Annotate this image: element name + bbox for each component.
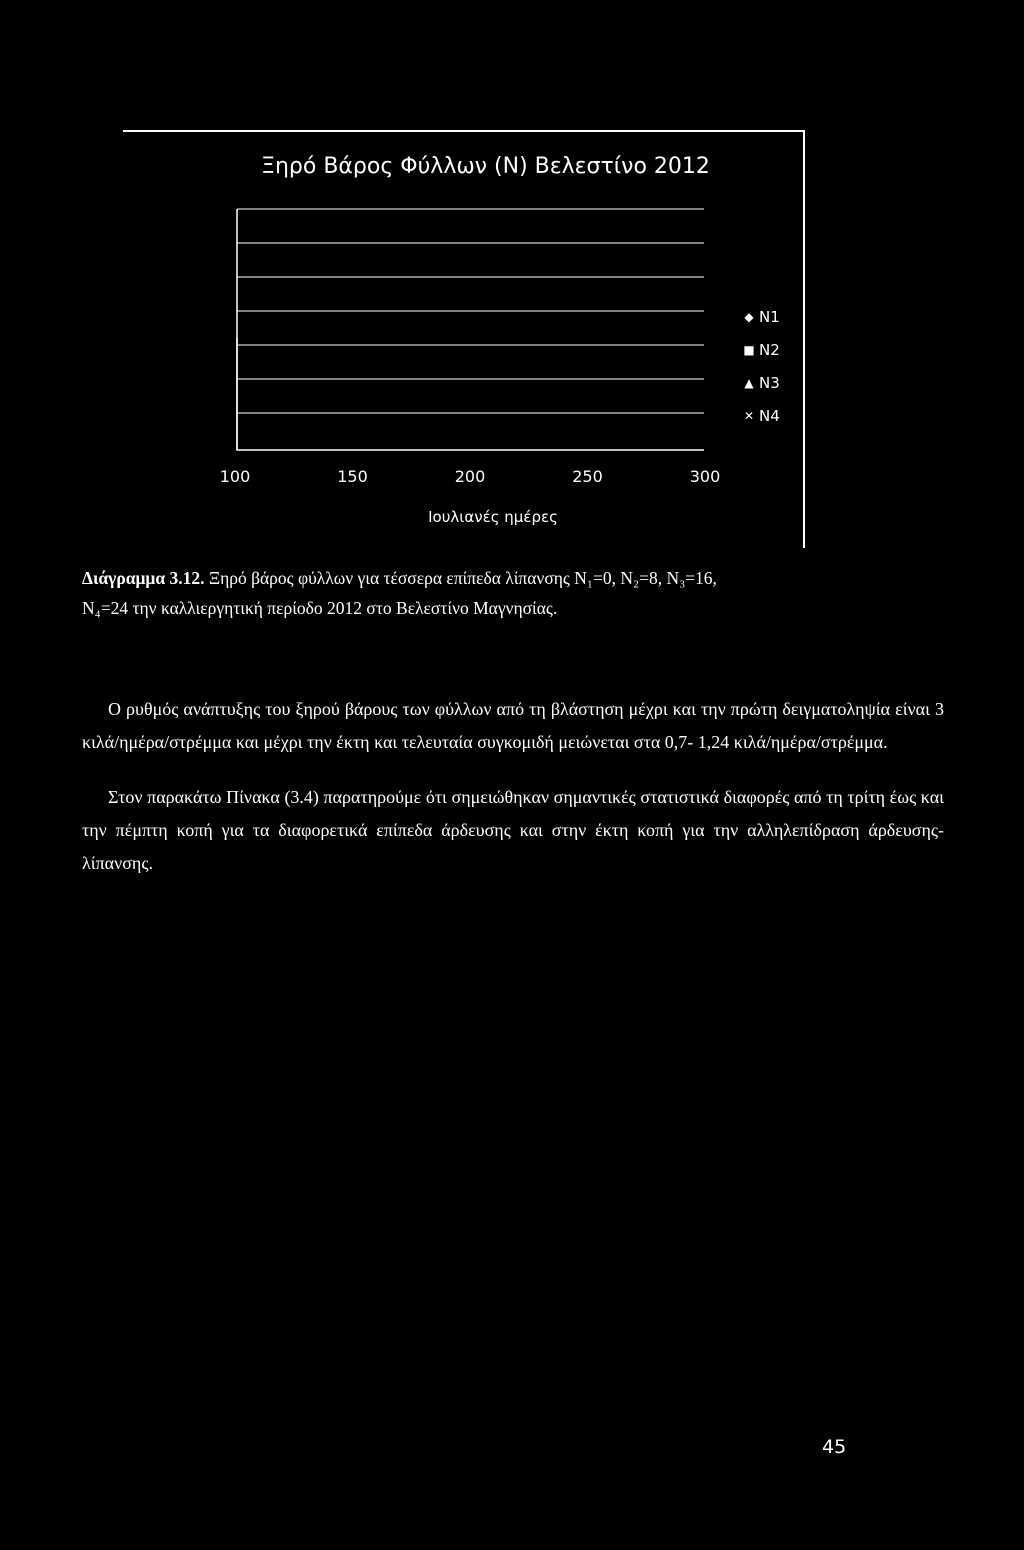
legend-label: N3 [759,373,780,392]
x-axis-label: Ιουλιανές ημέρες [428,508,558,526]
x-tick-label: 100 [219,467,251,486]
caption-label: Διάγραμμα 3.12. [82,568,205,588]
paragraph-1: Ο ρυθμός ανάπτυξης του ξηρού βάρους των φύλλων από τη βλάστηση μέχρι και την πρώτη δειγματοληψία είναι 3 κιλά/ημέρα/στρέμμα και μέχρι την έκτη και τελευταία συγκομιδή μειώνεται στα 0,7- 1,24 κιλά/ημέρα/στρέμμα. [82,699,944,752]
page-number: 45 [822,1436,847,1458]
legend-label: N1 [759,307,780,326]
legend-item-n2 [741,333,780,366]
x-tick-label: 150 [337,467,368,486]
triangle-marker-icon: ▲ [744,375,754,390]
x-tick-label: 250 [572,467,603,486]
x-tick-label: 300 [689,467,721,486]
axis-lines [237,338,704,450]
chart [123,130,805,548]
caption-line1: Ξηρό βάρος φύλλων για τέσσερα επίπεδα λίπανσης N₁=0, N₂=8, N₃=16, [204,568,717,588]
x-marker-icon: ✕ [743,408,755,423]
diamond-marker-icon: ◆ [744,309,754,324]
caption-line2: N₄=24 την καλλιεργητική περίοδο 2012 στο Βελεστίνο Μαγνησίας. [82,598,558,618]
gridlines [237,209,704,450]
legend-item-n1 [741,300,780,333]
legend-item-n3 [741,366,780,399]
figure-caption [82,563,942,623]
chart-title: Ξηρό Βάρος Φύλλων (Ν) Βελεστίνο 2012 [261,154,710,179]
x-tick-label: 200 [454,467,486,486]
square-marker-icon: ■ [743,342,755,357]
paragraph-2: Στον παρακάτω Πίνακα (3.4) παρατηρούμε ότι σημειώθηκαν σημαντικές στατιστικά διαφορές από τη τρίτη έως και την πέμπτη κοπή για τα διαφορετικά επίπεδα άρδευσης και στην έκτη κοπή για την αλληλεπίδραση άρδευσης-λίπανσης. [82,787,944,873]
legend [741,300,780,432]
legend-label: N4 [759,406,780,425]
legend-label: N2 [759,340,780,359]
legend-item-n4 [741,399,780,432]
